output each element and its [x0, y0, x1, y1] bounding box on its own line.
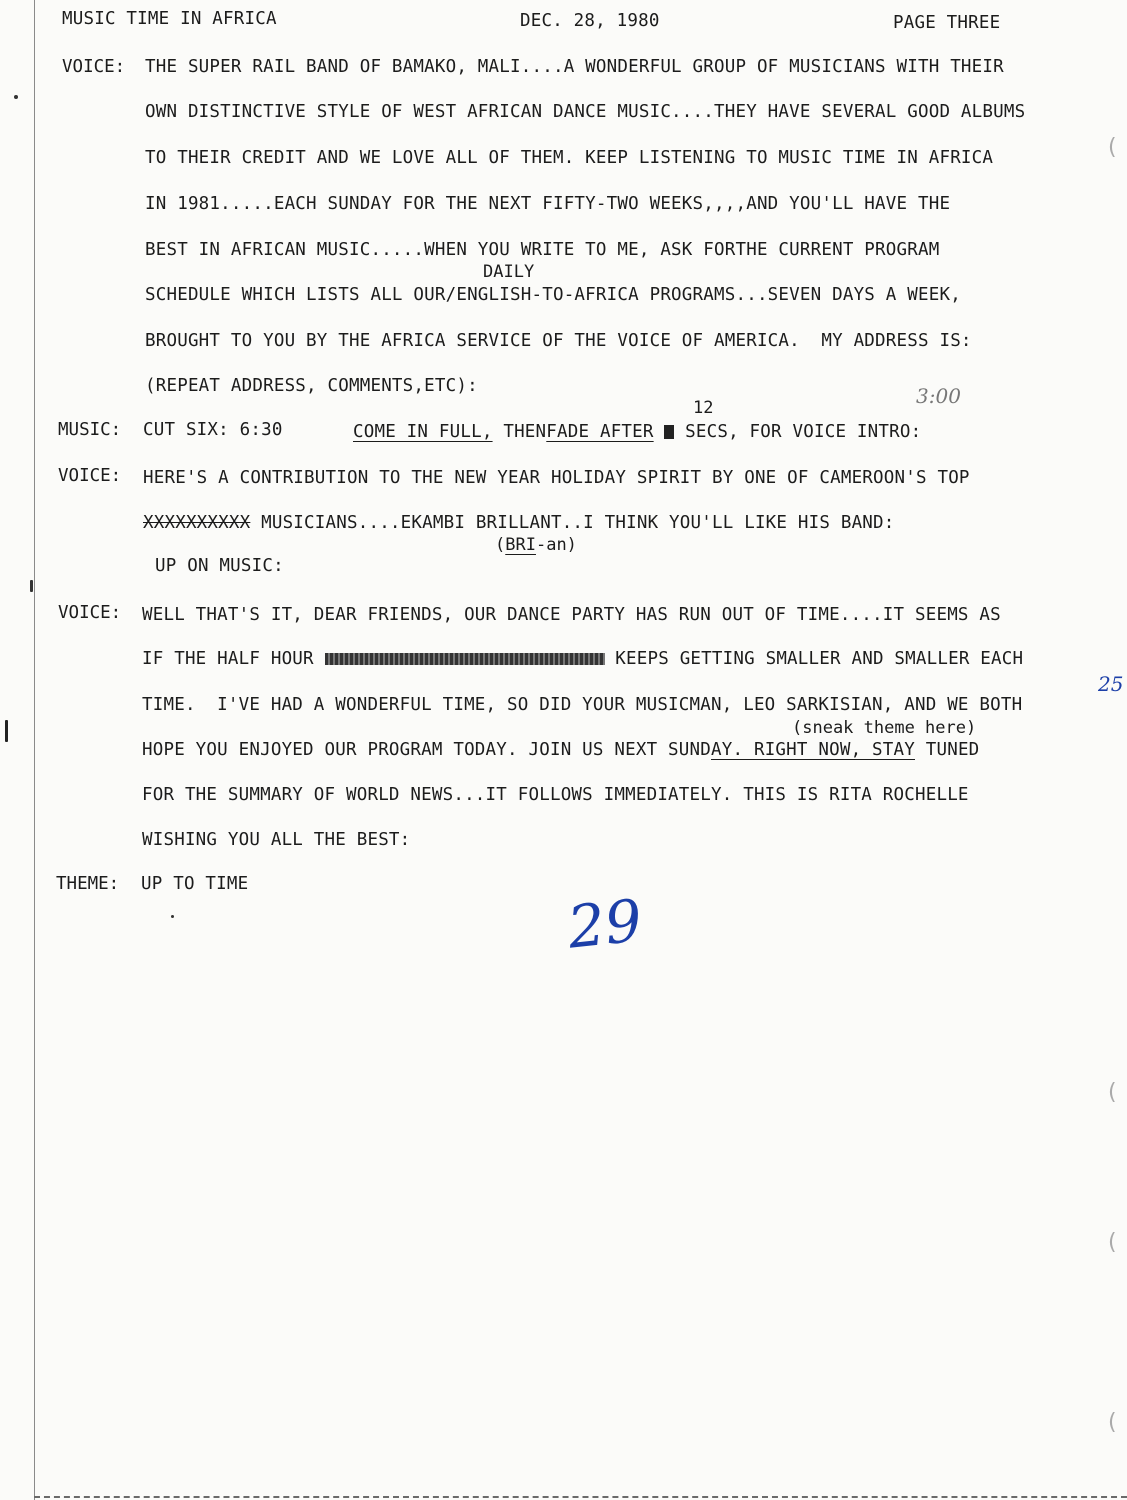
- paper-speck: [5, 720, 8, 742]
- voice3-line-3: TIME. I'VE HAD A WONDERFUL TIME, SO DID YOUR MUSICMAN, LEO SARKISIAN, AND WE BOTH: [142, 695, 1023, 715]
- music-cue: [353, 421, 921, 443]
- margin-note: 25: [1098, 672, 1124, 696]
- voice-label-3: VOICE:: [58, 603, 122, 623]
- pronunciation-note: [495, 535, 577, 555]
- voice2-line-2-rest: MUSICIANS....EKAMBI BRILLANT..I THINK YOU'LL LIKE HIS BAND:: [250, 513, 895, 533]
- header-page: PAGE THREE: [893, 13, 1001, 33]
- voice2-line-1: HERE'S A CONTRIBUTION TO THE NEW YEAR HOLIDAY SPIRIT BY ONE OF CAMEROON'S TOP: [143, 468, 970, 488]
- paper-speck: [14, 95, 18, 99]
- handwritten-page-number: 29: [564, 886, 646, 962]
- voice1-line-3: TO THEIR CREDIT AND WE LOVE ALL OF THEM. KEEP LISTENING TO MUSIC TIME IN AFRICA: [145, 148, 994, 168]
- voice-label-2: VOICE:: [58, 466, 122, 486]
- margin-bracket: (: [1108, 135, 1117, 160]
- voice3-line-1: WELL THAT'S IT, DEAR FRIENDS, OUR DANCE PARTY HAS RUN OUT OF TIME....IT SEEMS AS: [142, 605, 1001, 625]
- voice3-line-2: [142, 648, 1023, 670]
- struck-number-mark: [664, 425, 674, 439]
- voice1-line-5: BEST IN AFRICAN MUSIC.....WHEN YOU WRITE TO ME, ASK FORTHE CURRENT PROGRAM: [145, 240, 940, 260]
- then-word: THEN: [503, 422, 547, 442]
- page-left-edge: [34, 0, 35, 1500]
- struck-text: XXXXXXXXXX: [143, 513, 251, 533]
- up-on-music: UP ON MUSIC:: [155, 556, 284, 576]
- music-cut: CUT SIX: 6:30: [143, 420, 283, 440]
- paper-speck: [171, 915, 174, 918]
- insert-daily: DAILY: [483, 262, 535, 282]
- music-label: MUSIC:: [58, 420, 122, 440]
- theme-text: UP TO TIME: [141, 874, 249, 894]
- theme-label: THEME:: [56, 874, 120, 894]
- voice3-line-4: [142, 739, 979, 761]
- pron-bri: BRI: [505, 535, 536, 555]
- voice1-line-7: BROUGHT TO YOU BY THE AFRICA SERVICE OF THE VOICE OF AMERICA. MY ADDRESS IS:: [145, 331, 972, 351]
- voice1-line-4: IN 1981.....EACH SUNDAY FOR THE NEXT FIFTY-TWO WEEKS,,,,AND YOU'LL HAVE THE: [145, 194, 951, 214]
- voice3-line-4b: TUNED: [915, 740, 980, 760]
- redaction-mark: [325, 653, 605, 665]
- voice3-line-5: FOR THE SUMMARY OF WORLD NEWS...IT FOLLOWS IMMEDIATELY. THIS IS RITA ROCHELLE: [142, 785, 969, 805]
- voice3-line-4-underlined: AY. RIGHT NOW, STAY: [711, 740, 915, 760]
- pencil-time-note: 3:00: [916, 384, 961, 408]
- header-program: MUSIC TIME IN AFRICA: [62, 9, 277, 29]
- margin-bracket: (: [1108, 1410, 1117, 1435]
- voice-label-1: VOICE:: [62, 57, 126, 77]
- voice3-line-2a: IF THE HALF HOUR: [142, 649, 314, 669]
- page-bottom-edge: [34, 1496, 1127, 1500]
- voice3-line-6: WISHING YOU ALL THE BEST:: [142, 830, 411, 850]
- fade-after: FADE AFTER: [546, 422, 654, 442]
- sneak-theme-note: (sneak theme here): [792, 718, 977, 738]
- voice1-line-1: THE SUPER RAIL BAND OF BAMAKO, MALI....A WONDERFUL GROUP OF MUSICIANS WITH THEIR: [145, 57, 1004, 77]
- paper-speck: [30, 580, 33, 592]
- voice1-line-6: SCHEDULE WHICH LISTS ALL OUR/ENGLISH-TO-AFRICA PROGRAMS...SEVEN DAYS A WEEK,: [145, 285, 961, 305]
- margin-bracket: (: [1108, 1080, 1117, 1105]
- come-in-full: COME IN FULL,: [353, 422, 493, 442]
- secs-text: SECS, FOR VOICE INTRO:: [685, 422, 922, 442]
- pron-open: (: [495, 535, 506, 555]
- header-date: DEC. 28, 1980: [520, 11, 660, 31]
- pron-rest: -an): [535, 535, 577, 555]
- margin-bracket: (: [1108, 1230, 1117, 1255]
- insert-12: 12: [693, 398, 714, 418]
- voice1-line-8: (REPEAT ADDRESS, COMMENTS,ETC):: [145, 376, 478, 396]
- voice3-line-2b: KEEPS GETTING SMALLER AND SMALLER EACH: [615, 649, 1024, 669]
- voice2-line-2: [143, 512, 895, 534]
- voice1-line-2: OWN DISTINCTIVE STYLE OF WEST AFRICAN DANCE MUSIC....THEY HAVE SEVERAL GOOD ALBUMS: [145, 102, 1026, 122]
- voice3-line-4a: HOPE YOU ENJOYED OUR PROGRAM TODAY. JOIN US NEXT SUND: [142, 740, 712, 760]
